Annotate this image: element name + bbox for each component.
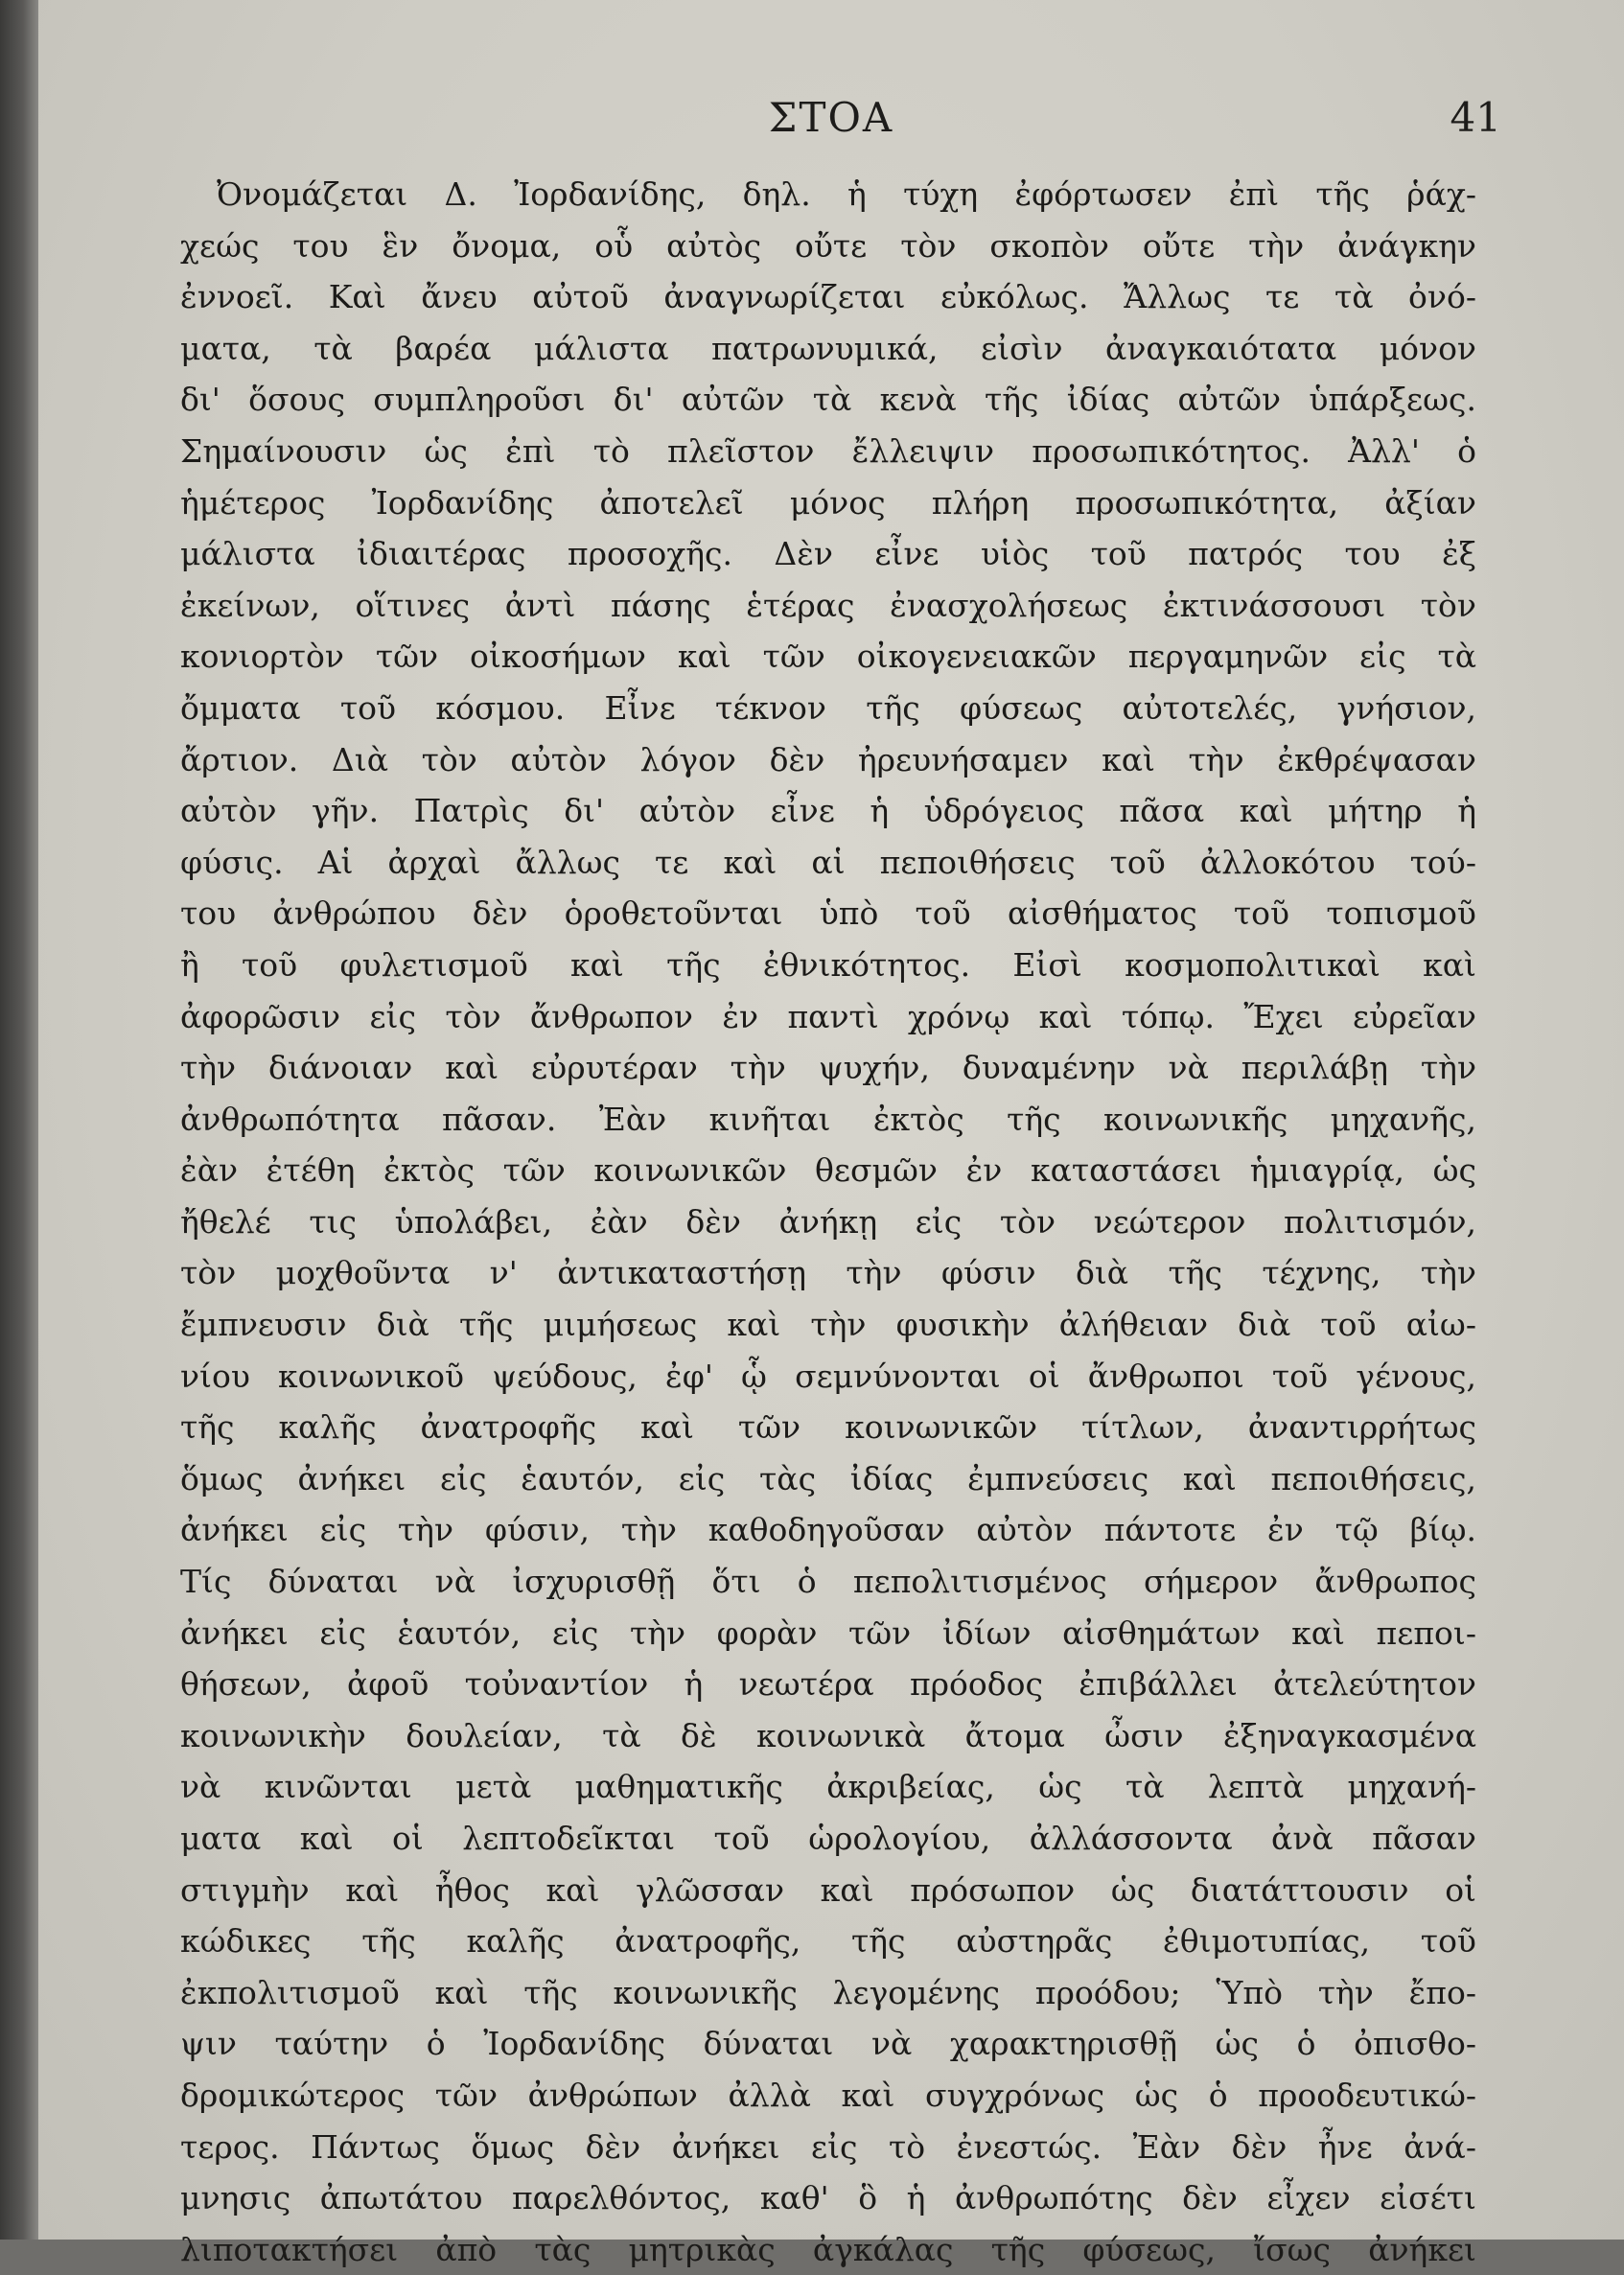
text-line: ἄρτιον. Διὰ τὸν αὐτὸν λόγον δὲν ἠρευνήσαμεν καὶ τὴν ἐκθρέψασαν — [180, 740, 1476, 778]
text-line: δρομικώτερος τῶν ἀνθρώπων ἀλλὰ καὶ συγχρόνως ὡς ὁ προοδευτικώ- — [180, 2076, 1476, 2114]
scan-binding-edge — [0, 0, 38, 2240]
text-line: ὅμως ἀνήκει εἰς ἑαυτόν, εἰς τὰς ἰδίας ἐμπνεύσεις καὶ πεποιθήσεις, — [180, 1459, 1476, 1497]
text-line: ὄμματα τοῦ κόσμου. Εἶνε τέκνον τῆς φύσεως αὐτοτελές, γνήσιον, — [180, 688, 1476, 727]
text-line: κοινωνικὴν δουλείαν, τὰ δὲ κοινωνικὰ ἄτομα ὦσιν ἐξηναγκασμένα — [180, 1716, 1476, 1754]
page-number: 41 — [1450, 94, 1501, 141]
text-line: ἀφορῶσιν εἰς τὸν ἄνθρωπον ἐν παντὶ χρόνῳ καὶ τόπῳ. Ἔχει εὐρεῖαν — [180, 997, 1476, 1035]
text-line: λιποτακτήσει ἀπὸ τὰς μητρικὰς ἀγκάλας τῆς φύσεως, ἴσως ἀνήκει — [180, 2230, 1476, 2268]
text-line: νίου κοινωνικοῦ ψεύδους, ἐφ' ᾧ σεμνύνονται οἱ ἄνθρωποι τοῦ γένους, — [180, 1357, 1476, 1395]
text-line: τὸν μοχθοῦντα ν' ἀντικαταστήσῃ τὴν φύσιν διὰ τῆς τέχνης, τὴν — [180, 1254, 1476, 1292]
text-line: ἔμπνευσιν διὰ τῆς μιμήσεως καὶ τὴν φυσικὴν ἀλήθειαν διὰ τοῦ αἰω- — [180, 1306, 1476, 1344]
text-line: Ὀνομάζεται Δ. Ἰορδανίδης, δηλ. ἡ τύχη ἐφόρτωσεν ἐπὶ τῆς ῥάχ- — [217, 175, 1476, 213]
text-line: ἢ τοῦ φυλετισμοῦ καὶ τῆς ἐθνικότητος. Εἰσὶ κοσμοπολιτικαὶ καὶ — [180, 945, 1476, 984]
book-page — [38, 0, 1624, 2268]
text-line: ἐννοεῖ. Καὶ ἄνευ αὐτοῦ ἀναγνωρίζεται εὐκόλως. Ἄλλως τε τὰ ὀνό- — [180, 278, 1476, 316]
text-line: ἡμέτερος Ἰορδανίδης ἀποτελεῖ μόνος πλήρη προσωπικότητα, ἀξίαν — [180, 483, 1476, 522]
text-line: δι' ὅσους συμπληροῦσι δι' αὐτῶν τὰ κενὰ τῆς ἰδίας αὐτῶν ὑπάρξεως. — [180, 381, 1476, 419]
running-head: ΣΤΟΑ — [768, 94, 894, 141]
text-line: Σημαίνουσιν ὡς ἐπὶ τὸ πλεῖστον ἔλλειψιν προσωπικότητος. Ἀλλ' ὁ — [180, 431, 1476, 470]
text-line: ματα, τὰ βαρέα μάλιστα πατρωνυμικά, εἰσὶν ἀναγκαιότατα μόνον — [180, 329, 1476, 367]
text-line: κώδικες τῆς καλῆς ἀνατροφῆς, τῆς αὐστηρᾶς ἐθιμοτυπίας, τοῦ — [180, 1922, 1476, 1961]
text-line: ἐκείνων, οἵτινες ἀντὶ πάσης ἑτέρας ἐνασχολήσεως ἐκτινάσσουσι τὸν — [180, 586, 1476, 624]
text-line: τὴν διάνοιαν καὶ εὐρυτέραν τὴν ψυχήν, δυναμένην νὰ περιλάβῃ τὴν — [180, 1049, 1476, 1087]
text-line: Τίς δύναται νὰ ἰσχυρισθῇ ὅτι ὁ πεπολιτισμένος σήμερον ἄνθρωπος — [180, 1563, 1476, 1601]
text-line: στιγμὴν καὶ ἦθος καὶ γλῶσσαν καὶ πρόσωπον ὡς διατάττουσιν οἱ — [180, 1870, 1476, 1909]
body-text — [180, 169, 1476, 2275]
text-line: μάλιστα ἰδιαιτέρας προσοχῆς. Δὲν εἶνε υἱὸς τοῦ πατρός του ἐξ — [180, 535, 1476, 573]
text-line: ἀνθρωπότητα πᾶσαν. Ἐὰν κινῆται ἐκτὸς τῆς κοινωνικῆς μηχανῆς, — [180, 1100, 1476, 1138]
text-line: ἐκπολιτισμοῦ καὶ τῆς κοινωνικῆς λεγομένης προόδου; Ὑπὸ τὴν ἔπο- — [180, 1973, 1476, 2011]
page-header — [38, 94, 1624, 151]
text-line: κονιορτὸν τῶν οἰκοσήμων καὶ τῶν οἰκογενειακῶν περγαμηνῶν εἰς τὰ — [180, 638, 1476, 676]
text-line: ἐὰν ἐτέθη ἐκτὸς τῶν κοινωνικῶν θεσμῶν ἐν καταστάσει ἡμιαγρίᾳ, ὡς — [180, 1151, 1476, 1190]
text-line: τερος. Πάντως ὅμως δὲν ἀνήκει εἰς τὸ ἐνεστώς. Ἐὰν δὲν ἦνε ἀνά- — [180, 2127, 1476, 2166]
text-line: μνησις ἀπωτάτου παρελθόντος, καθ' ὃ ἡ ἀνθρωπότης δὲν εἶχεν εἰσέτι — [180, 2179, 1476, 2217]
text-line: φύσις. Αἱ ἀρχαὶ ἄλλως τε καὶ αἱ πεποιθήσεις τοῦ ἀλλοκότου τού- — [180, 843, 1476, 881]
text-line: νὰ κινῶνται μετὰ μαθηματικῆς ἀκριβείας, ὡς τὰ λεπτὰ μηχανή- — [180, 1768, 1476, 1806]
text-line: ἀνήκει εἰς ἑαυτόν, εἰς τὴν φορὰν τῶν ἰδίων αἰσθημάτων καὶ πεποι- — [180, 1613, 1476, 1652]
text-line: χεώς του ἓν ὄνομα, οὗ αὐτὸς οὔτε τὸν σκοπὸν οὔτε τὴν ἀνάγκην — [180, 226, 1476, 265]
text-line: του ἀνθρώπου δὲν ὁροθετοῦνται ὑπὸ τοῦ αἰσθήματος τοῦ τοπισμοῦ — [180, 894, 1476, 933]
text-line: ἤθελέ τις ὑπολάβει, ἐὰν δὲν ἀνήκῃ εἰς τὸν νεώτερον πολιτισμόν, — [180, 1202, 1476, 1241]
text-line: αὐτὸν γῆν. Πατρὶς δι' αὐτὸν εἶνε ἡ ὑδρόγειος πᾶσα καὶ μήτηρ ἡ — [180, 792, 1476, 830]
text-line: θήσεων, ἀφοῦ τοὐναντίον ἡ νεωτέρα πρόοδος ἐπιβάλλει ἀτελεύτητον — [180, 1665, 1476, 1704]
text-line: τῆς καλῆς ἀνατροφῆς καὶ τῶν κοινωνικῶν τίτλων, ἀναντιρρήτως — [180, 1408, 1476, 1447]
text-line: ψιν ταύτην ὁ Ἰορδανίδης δύναται νὰ χαρακτηρισθῇ ὡς ὁ ὀπισθο- — [180, 2025, 1476, 2063]
text-line: ματα καὶ οἱ λεπτοδεῖκται τοῦ ὡρολογίου, ἀλλάσσοντα ἀνὰ πᾶσαν — [180, 1820, 1476, 1857]
text-line: ἀνήκει εἰς τὴν φύσιν, τὴν καθοδηγοῦσαν αὐτὸν πάντοτε ἐν τῷ βίῳ. — [180, 1511, 1476, 1549]
